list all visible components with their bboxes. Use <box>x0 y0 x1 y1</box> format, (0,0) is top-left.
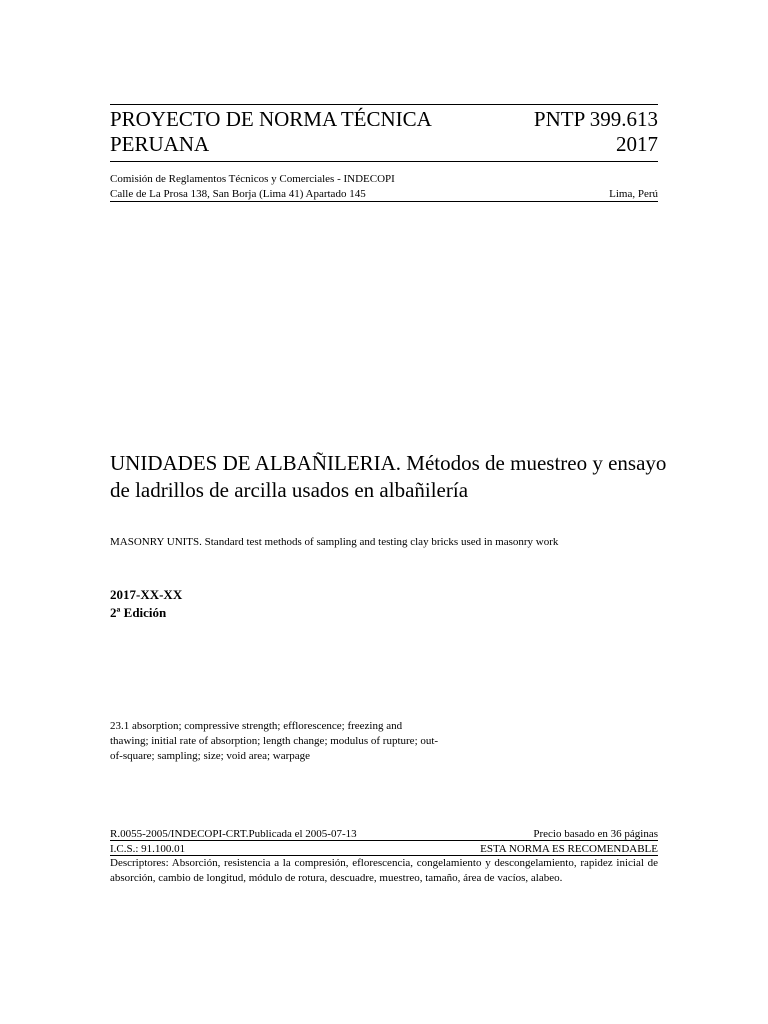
ics-code: I.C.S.: 91.100.01 <box>110 843 186 855</box>
norm-year: 2017 <box>616 132 658 156</box>
city: Lima, Perú <box>609 188 658 200</box>
header-top-rule <box>110 104 658 105</box>
commission-address: Calle de La Prosa 138, San Borja (Lima 41) Apartado 145 <box>110 188 366 200</box>
commission-name: Comisión de Reglamentos Técnicos y Comerciales - INDECOPI <box>110 173 395 185</box>
norm-type-title-line2: PERUANA <box>110 132 210 156</box>
descriptors: Descriptores: Absorción, resistencia a la compresión, eflorescencia, congelamiento y descongelamiento, rapidez inicial de absorción, cambio de longitud, módulo de rotura, descuadre, muestreo, tamaño, área de vacíos, alabeo. <box>110 857 658 884</box>
recommendation-status: ESTA NORMA ES RECOMENDABLE <box>480 843 658 855</box>
header-mid-rule <box>110 161 658 162</box>
header-bottom-rule <box>110 201 658 202</box>
footer-top-rule <box>110 840 658 841</box>
price-info: Precio basado en 36 páginas <box>533 828 658 840</box>
edition-number: 2ª Edición <box>110 605 167 620</box>
document-title-spanish: UNIDADES DE ALBAÑILERIA. Métodos de muestreo y ensayo de ladrillos de arcilla usados en albañilería <box>110 451 667 502</box>
document-title-english: MASONRY UNITS. Standard test methods of sampling and testing clay bricks used in masonry work <box>110 536 559 548</box>
resolution-reference: R.0055-2005/INDECOPI-CRT.Publicada el 2005-07-13 <box>110 828 357 840</box>
keywords-english: 23.1 absorption; compressive strength; efflorescence; freezing and thawing; initial rate of absorption; length change; modulus of rupture; out-of-square; sampling; size; void area; warpage <box>110 720 439 762</box>
norm-type-title-line1: PROYECTO DE NORMA TÉCNICA <box>110 107 432 131</box>
norm-code: PNTP 399.613 <box>533 107 658 131</box>
edition-date: 2017-XX-XX <box>110 587 183 602</box>
